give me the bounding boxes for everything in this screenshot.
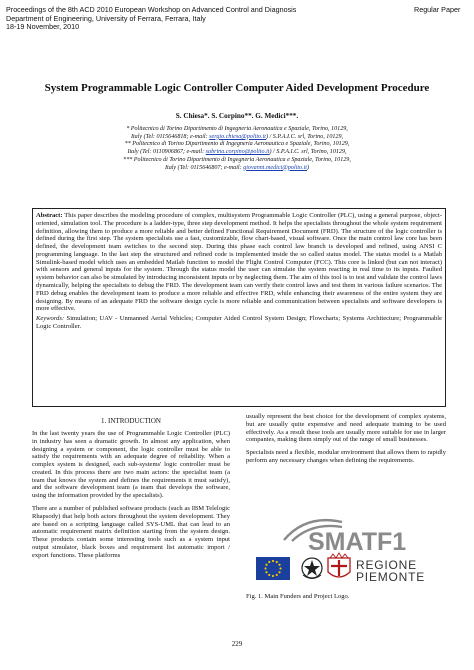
right-paragraph-2: Specialists need a flexible, modular environment that allows them to rapidly perform any necessary changes when defining the requirements. bbox=[246, 449, 446, 464]
eu-star-icon bbox=[265, 571, 267, 573]
affiliation-1-line-2 bbox=[60, 134, 414, 142]
email-link-medici[interactable]: giovanni.medici@polito.it bbox=[243, 164, 307, 171]
right-column bbox=[246, 413, 446, 470]
piemonte-shield-icon bbox=[328, 553, 350, 577]
affiliation-3-line-1: *** Politecnico di Torino Dipartimento di Ingegneria Aeronautica e Spaziale, Torino, 10129, bbox=[123, 156, 351, 163]
affiliation-1-line-1: * Politecnico di Torino Dipartimento di Ingegneria Aeronautica e Spaziale, Torino, 10129, bbox=[126, 126, 348, 132]
eu-flag-icon bbox=[256, 557, 290, 580]
paper-type: Regular Paper bbox=[414, 5, 461, 14]
eu-star-icon bbox=[265, 564, 267, 566]
eu-star-icon bbox=[272, 575, 274, 577]
proceedings-line: Proceedings of the 8th ACD 2010 European Workshop on Advanced Control and Diagnosis bbox=[6, 5, 297, 14]
paper-title: System Programmable Logic Controller Computer Aided Development Procedure bbox=[44, 82, 430, 94]
affiliation-2-line-2 bbox=[60, 149, 414, 157]
department-line: Department of Engineering, University of Ferrara, Ferrara, Italy bbox=[6, 13, 206, 23]
intro-paragraph-2: There are a number of published software products (such as IBM Telelogic Rhapsody) that help both actors throughout the system development. They are based on a scripting language called SYS-UML that can lead to an automatic requirement matrix definition starting from the system design. These products contain some interesting tools such as a system input output simulator, black boxes and requirement list automatic import / export functions. These platforms bbox=[32, 505, 230, 559]
page-number: 229 bbox=[231, 640, 243, 648]
eu-star-icon bbox=[279, 567, 281, 569]
eu-star-icon bbox=[272, 560, 274, 562]
email-link-chiesa[interactable]: sergio.chiesa@polito.it bbox=[209, 133, 266, 140]
keywords-label: Keywords: bbox=[36, 315, 65, 323]
abstract-label: Abstract: bbox=[36, 212, 63, 219]
funders-figure bbox=[246, 516, 446, 586]
eu-star-icon bbox=[278, 564, 280, 566]
affiliation-1-contact: Italy (Tel: 0115646818; e-mail: bbox=[130, 133, 210, 140]
eu-star-icon bbox=[268, 561, 270, 563]
eu-star-icon bbox=[268, 574, 270, 576]
left-column bbox=[32, 430, 230, 565]
affiliation-1-company: ) / S.P.A.I.C. srl, Torino, 10129, bbox=[266, 133, 344, 140]
abstract-text: This paper describes the modeling procedure of complex, multisystem Programmable Logic Controller (PLC), using a general purpose, object-oriented, simulation tool. The procedure is a ladder-type, three step development method. It helps the specialists throughout the whole system requirement definition, allowing them to produce a more reliable and better defined Functional Requirement Document (FRD). The structure of the logic controller is defined during the first step. The system specialists use a fast, customizable, flow chart-based, visual software. Once the main control law core has been defined, the development team switches to the second step. During this phase each control law branch is developed and refined, using ANSI C programming language. In the last step the structured and refined code is implemented inside the so called status model. The status model is a Matlab Simulink-based model which uses an embedded Matlab function to model the Flight Control Computer (FCC). This core is linked (but can not interact) with sensors and general inputs for the system. Through the status model the user can simulate the system reacting in real time to its inputs. Faulted system behavior can also be simulated by introducing inconsistent inputs or by neglecting them. The aim of this tool is to test and validate the control laws dynamically, helping the specialists to debug the FRD. The development team can verify their control laws and test them in various failure scenarios. The FRD debug enables the development team to produce a more reliable and effective FRD, while enhancing their awareness of the entire system they are designing. By means of an adequate FRD the software design cycle is more reliable and communication between specialists and software developers is more effective. bbox=[36, 212, 442, 313]
abstract-paragraph bbox=[36, 212, 442, 313]
affiliation-2-contact: Italy (Tel: 0110906867; e-mail: bbox=[127, 149, 206, 156]
right-paragraph-1: usually represent the best choice for the development of complex systems, but are usually quite expensive and need adequate training to be used effectively. As a result these tools are usually more suitable for use in larger companies, making them simply out of the range of small businesses. bbox=[246, 413, 446, 444]
email-link-corpino[interactable]: sabrina.corpino@polito.it bbox=[205, 149, 270, 156]
abstract bbox=[36, 212, 442, 331]
smat-logo-text: SMATF1 bbox=[308, 528, 407, 556]
affiliation-2-line-1: ** Politecnico di Torino Dipartimento di Ingegneria Aeronautica e Spaziale, Torino, 10129, bbox=[124, 141, 350, 148]
eu-star-icon bbox=[264, 567, 266, 569]
affiliation-3-contact: Italy (Tel: 0115646807; e-mail: bbox=[164, 164, 244, 171]
date-line: 18-19 November, 2010 bbox=[6, 22, 80, 32]
piemonte-text: PIEMONTE bbox=[356, 570, 426, 584]
authors: S. Chiesa*. S. Corpino**. G. Medici***. bbox=[175, 112, 299, 120]
figure-caption: Fig. 1. Main Funders and Project Logo. bbox=[246, 593, 350, 600]
eu-star-icon bbox=[276, 561, 278, 563]
section-heading-introduction: 1. INTRODUCTION bbox=[101, 417, 161, 425]
affiliations bbox=[60, 126, 414, 172]
italian-emblem-icon bbox=[302, 558, 322, 579]
keywords-text: Simulation; UAV - Unmanned Aerial Vehicles; Computer Aided Control System Design; Flowcharts; Systems Architecture; Programmable Logic Controller. bbox=[36, 315, 442, 330]
affiliation-3-company: ) bbox=[307, 164, 310, 171]
funders-logos-graphic bbox=[246, 516, 446, 586]
intro-paragraph-1: In the last twenty years the use of Programmable Logic Controller (PLC) in industry has seen a dramatic growth. In almost any application, when designing a system or component, the logic controller must be able to satisfy the requirements with an adequate degree of reliability. When a complex system is designed, each sub-systems' logic controller must be created. In this process there are two main actors: the specialist team (a team that knows the system and defines the requirements it must satisfy), and the software development team (a team that develops the software, using the information provided by the specialists). bbox=[32, 430, 230, 500]
eu-star-icon bbox=[276, 574, 278, 576]
keywords bbox=[36, 315, 442, 331]
regione-text: REGIONE bbox=[356, 558, 417, 572]
affiliation-2-company: ) / S.P.A.I.C. srl, Torino, 10129, bbox=[269, 149, 347, 156]
affiliation-3-line-2 bbox=[60, 165, 414, 173]
eu-star-icon bbox=[278, 571, 280, 573]
